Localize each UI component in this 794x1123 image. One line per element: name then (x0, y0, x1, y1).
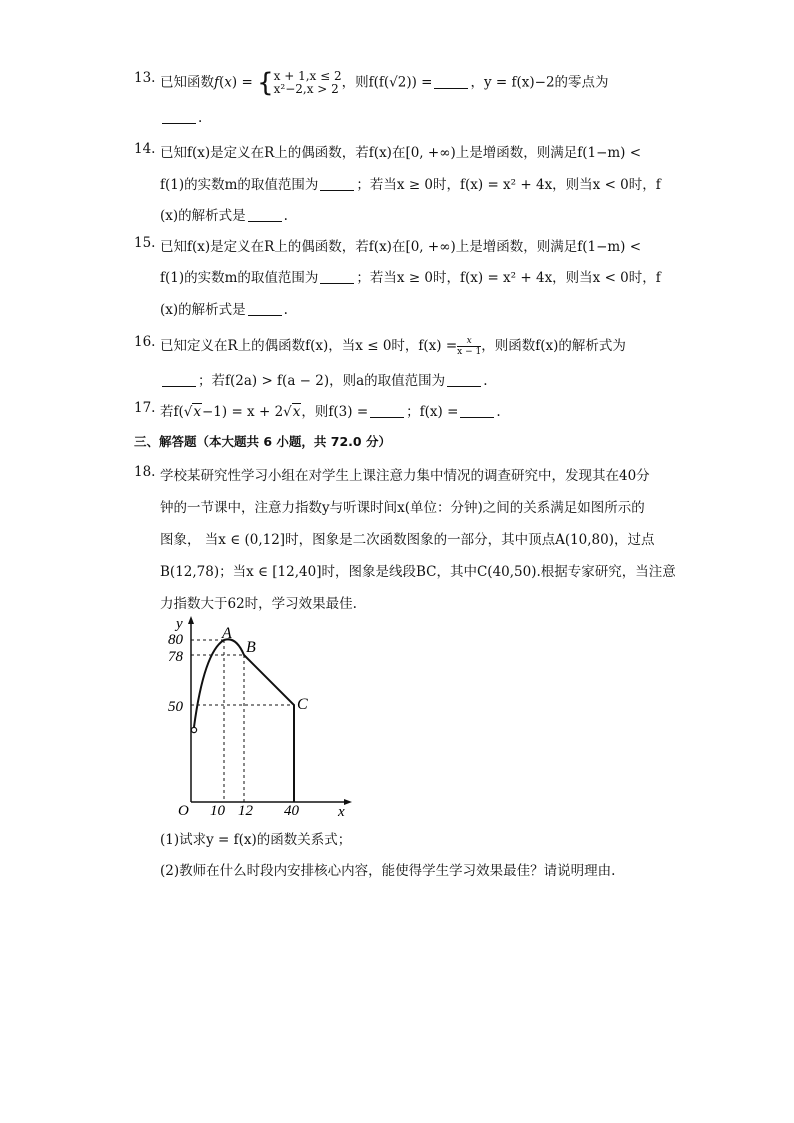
graph-svg (158, 612, 358, 816)
question-line-1: 学校某研究性学习小组在对学生上课注意力集中情况的调查研究中，发现其在40分 (160, 468, 650, 484)
question-line-2 (160, 173, 661, 193)
attention-graph (158, 612, 358, 816)
point-c-label: C (297, 696, 308, 713)
question-line-5: 力指数大于62时，学习效果最佳. (160, 596, 357, 612)
answer-blank (162, 385, 196, 387)
answer-blank (460, 416, 494, 418)
answer-blank (320, 282, 354, 284)
question-number: 13. (134, 70, 156, 86)
subquestion-2: (2)教师在什么时段内安排核心内容，能使得学生学习效果最佳？请说明理由. (160, 863, 616, 879)
fraction (457, 336, 481, 357)
text: . (283, 208, 288, 224)
x-tick-12: 12 (238, 803, 253, 816)
y-tick-80: 80 (168, 632, 183, 648)
y-axis-label: y (176, 616, 183, 632)
point-a-label: A (222, 625, 232, 642)
text: ；f(x) = (406, 404, 459, 420)
question-number: 17. (134, 400, 156, 416)
text: ；若当x ≥ 0时，f(x) = x² + 4x，则当x < 0时，f (356, 270, 661, 286)
piecewise-definition (274, 70, 342, 96)
text: 已知函数 (160, 74, 214, 91)
text: ；若当x ≥ 0时，f(x) = x² + 4x，则当x < 0时，f (356, 177, 661, 193)
fraction-numerator: x (466, 336, 472, 346)
x-axis-label: x (338, 804, 345, 816)
text: ，则f(3) = (301, 404, 369, 420)
text: ，则 (341, 74, 369, 91)
text: f(1)的实数m的取值范围为 (160, 177, 319, 193)
x-tick-10: 10 (210, 803, 225, 816)
open-endpoint (191, 727, 196, 732)
text: ，y = f(x)−2的零点为 (470, 74, 609, 91)
text: ；若f(2a) > f(a − 2)，则a的取值范围为 (198, 373, 446, 389)
text: f(1)的实数m的取值范围为 (160, 270, 319, 286)
y-tick-50: 50 (168, 699, 183, 715)
piece-1: x + 1,x ≤ 2 (273, 69, 342, 83)
question-line-2 (160, 369, 487, 389)
question-line-1: 已知函数f(x) = { x + 1,x ≤ 2 x²−2,x > 2 ，则f(f(√2)) = ，y = f(x)−2的零点为 (160, 68, 609, 98)
text: . (483, 373, 488, 389)
y-tick-78: 78 (168, 649, 183, 665)
answer-blank (370, 416, 404, 418)
sqrt-body: x (292, 404, 301, 420)
answer-blank (162, 122, 196, 124)
subquestion-1: (1)试求y = f(x)的函数关系式； (160, 832, 352, 848)
answer-blank (248, 220, 282, 222)
text: (x)的解析式是 (160, 302, 246, 318)
brace-symbol: { (257, 68, 274, 98)
question-line-1: 若f(√x−1) = x + 2√x，则f(3) = ；f(x) = . (160, 404, 501, 420)
piece-2: x²−2,x > 2 (273, 82, 339, 96)
question-line-3: 图象， 当x ∈ (0,12]时，图象是二次函数图象的一部分，其中顶点A(10,80)，过点 (160, 532, 655, 548)
origin-label: O (178, 803, 189, 816)
answer-blank (447, 385, 481, 387)
question-line-1 (160, 334, 626, 357)
answer-blank (434, 87, 468, 89)
question-number: 14. (134, 141, 156, 157)
question-line-2: 钟的一节课中，注意力指数y与听课时间x(单位：分钟)之间的关系满足如图所示的 (160, 500, 645, 516)
question-number: 15. (134, 235, 156, 251)
text: . (496, 404, 501, 420)
text: . (198, 110, 203, 126)
text: . (283, 302, 288, 318)
text: 已知定义在R上的偶函数f(x)，当x ≤ 0时，f(x) = (160, 338, 458, 354)
question-line-4: B(12,78)；当x ∈ [12,40]时，图象是线段BC，其中C(40,50).根据专家研究，当注意 (160, 564, 676, 580)
answer-blank (320, 189, 354, 191)
question-line-2 (160, 110, 202, 126)
question-line-3 (160, 298, 288, 318)
question-number: 16. (134, 334, 156, 350)
text: 若f( (160, 404, 184, 420)
text: −1) = x + 2 (202, 404, 284, 420)
question-number: 18. (134, 464, 156, 480)
answer-blank (248, 314, 282, 316)
question-line-2 (160, 266, 661, 286)
point-b-label: B (246, 639, 256, 656)
text: (x)的解析式是 (160, 208, 246, 224)
question-line-1: 已知f(x)是定义在R上的偶函数，若f(x)在[0, +∞)上是增函数，则满足f(1−m) < (160, 145, 642, 161)
question-line-1: 已知f(x)是定义在R上的偶函数，若f(x)在[0, +∞)上是增函数，则满足f(1−m) < (160, 239, 642, 255)
x-tick-40: 40 (284, 803, 299, 816)
question-line-3 (160, 204, 288, 224)
text: f(f(√2)) = (368, 74, 433, 91)
fraction-denominator: x − 1 (457, 347, 482, 357)
x-axis-arrow (344, 799, 352, 805)
section-header: 三、解答题（本大题共 6 小题，共 72.0 分） (134, 434, 391, 449)
sqrt-body: x (193, 404, 201, 420)
text: ，则函数f(x)的解析式为 (481, 338, 626, 354)
y-axis-arrow (188, 616, 194, 624)
